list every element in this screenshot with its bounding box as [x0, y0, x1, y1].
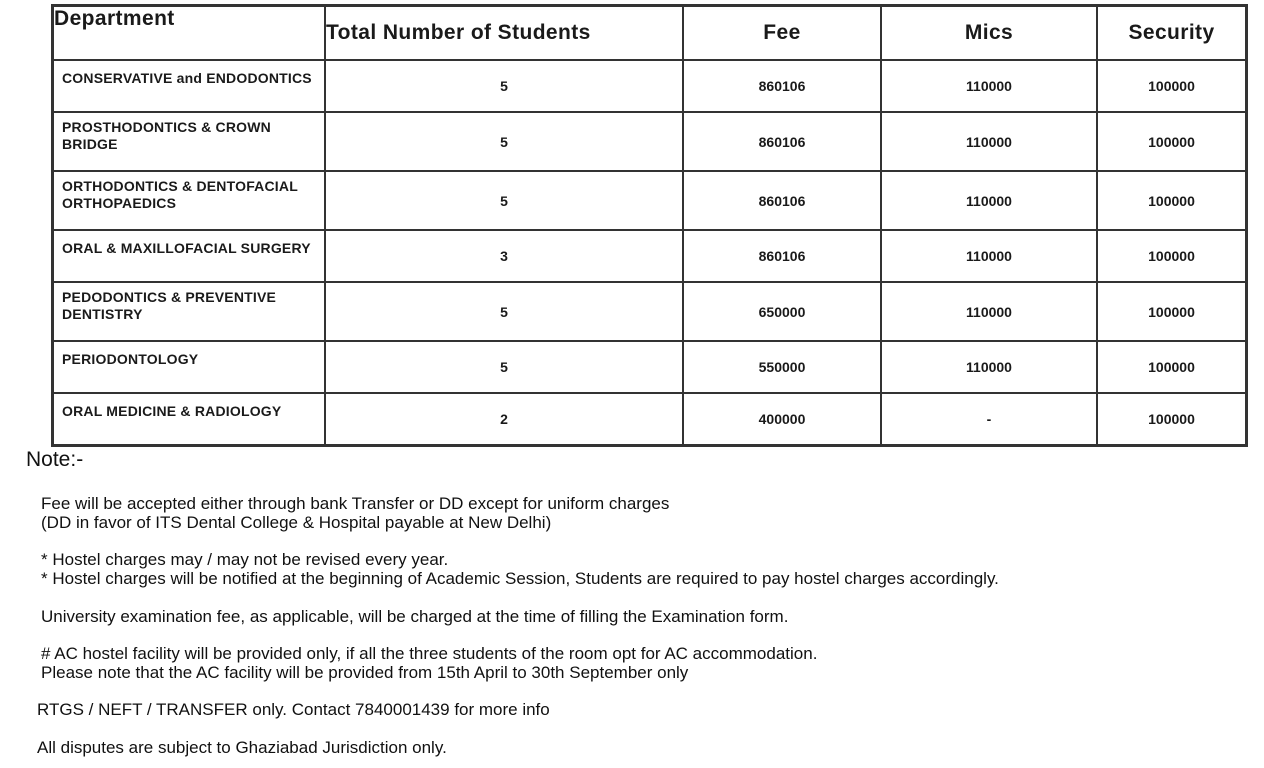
mics-cell: 110000 — [881, 341, 1097, 393]
ac-hostel-note — [41, 644, 817, 682]
table-row — [53, 171, 1247, 230]
payment-note-line: (DD in favor of ITS Dental College & Hospital payable at New Delhi) — [41, 513, 552, 532]
security-cell: 100000 — [1097, 230, 1247, 282]
note-title: Note:- — [26, 448, 84, 471]
hostel-note-line: * Hostel charges will be notified at the beginning of Academic Session, Students are required to pay hostel charges accordingly. — [41, 569, 999, 588]
table-row — [53, 393, 1247, 446]
header-students: Total Number of Students — [325, 6, 683, 61]
mics-cell: 110000 — [881, 230, 1097, 282]
exam-fee-note-line: University examination fee, as applicable, will be charged at the time of filling the Examination form. — [41, 607, 789, 626]
department-cell: PROSTHODONTICS & CROWN BRIDGE — [53, 112, 326, 171]
fee-cell: 860106 — [683, 171, 881, 230]
department-cell: ORAL & MAXILLOFACIAL SURGERY — [53, 230, 326, 282]
header-department: Department — [53, 6, 326, 61]
payment-note — [41, 494, 669, 532]
students-cell: 5 — [325, 60, 683, 112]
mics-cell: 110000 — [881, 282, 1097, 341]
security-cell: 100000 — [1097, 171, 1247, 230]
transfer-note-line: RTGS / NEFT / TRANSFER only. Contact 7840001439 for more info — [37, 700, 550, 719]
header-security: Security — [1097, 6, 1247, 61]
ac-hostel-note-line: # AC hostel facility will be provided only, if all the three students of the room opt for AC accommodation. — [41, 644, 818, 663]
payment-note-line: Fee will be accepted either through bank Transfer or DD except for uniform charges — [41, 494, 670, 513]
security-cell: 100000 — [1097, 393, 1247, 446]
mics-cell: - — [881, 393, 1097, 446]
students-cell: 5 — [325, 341, 683, 393]
table-row — [53, 230, 1247, 282]
table-header-row — [53, 6, 1247, 61]
mics-cell: 110000 — [881, 112, 1097, 171]
fee-cell: 860106 — [683, 60, 881, 112]
hostel-note — [41, 550, 999, 588]
ac-hostel-note-line: Please note that the AC facility will be provided from 15th April to 30th September only — [41, 663, 689, 682]
students-cell: 3 — [325, 230, 683, 282]
students-cell: 5 — [325, 282, 683, 341]
jurisdiction-note-line: All disputes are subject to Ghaziabad Jurisdiction only. — [37, 738, 447, 757]
security-cell: 100000 — [1097, 60, 1247, 112]
hostel-note-line: * Hostel charges may / may not be revised every year. — [41, 550, 449, 569]
fee-cell: 400000 — [683, 393, 881, 446]
exam-fee-note — [41, 607, 788, 626]
table-row — [53, 282, 1247, 341]
security-cell: 100000 — [1097, 341, 1247, 393]
mics-cell: 110000 — [881, 60, 1097, 112]
fee-cell: 550000 — [683, 341, 881, 393]
department-cell: PERIODONTOLOGY — [53, 341, 326, 393]
students-cell: 5 — [325, 112, 683, 171]
transfer-note — [37, 700, 550, 719]
fee-cell: 860106 — [683, 112, 881, 171]
fee-table — [51, 4, 1248, 447]
table-row — [53, 112, 1247, 171]
mics-cell: 110000 — [881, 171, 1097, 230]
table-row — [53, 60, 1247, 112]
students-cell: 5 — [325, 171, 683, 230]
header-mics: Mics — [881, 6, 1097, 61]
header-fee: Fee — [683, 6, 881, 61]
jurisdiction-note — [37, 738, 447, 757]
department-cell: ORTHODONTICS & DENTOFACIAL ORTHOPAEDICS — [53, 171, 326, 230]
table-row — [53, 341, 1247, 393]
security-cell: 100000 — [1097, 112, 1247, 171]
department-cell: PEDODONTICS & PREVENTIVE DENTISTRY — [53, 282, 326, 341]
department-cell: ORAL MEDICINE & RADIOLOGY — [53, 393, 326, 446]
fee-cell: 860106 — [683, 230, 881, 282]
students-cell: 2 — [325, 393, 683, 446]
fee-cell: 650000 — [683, 282, 881, 341]
security-cell: 100000 — [1097, 282, 1247, 341]
department-cell: CONSERVATIVE and ENDODONTICS — [53, 60, 326, 112]
